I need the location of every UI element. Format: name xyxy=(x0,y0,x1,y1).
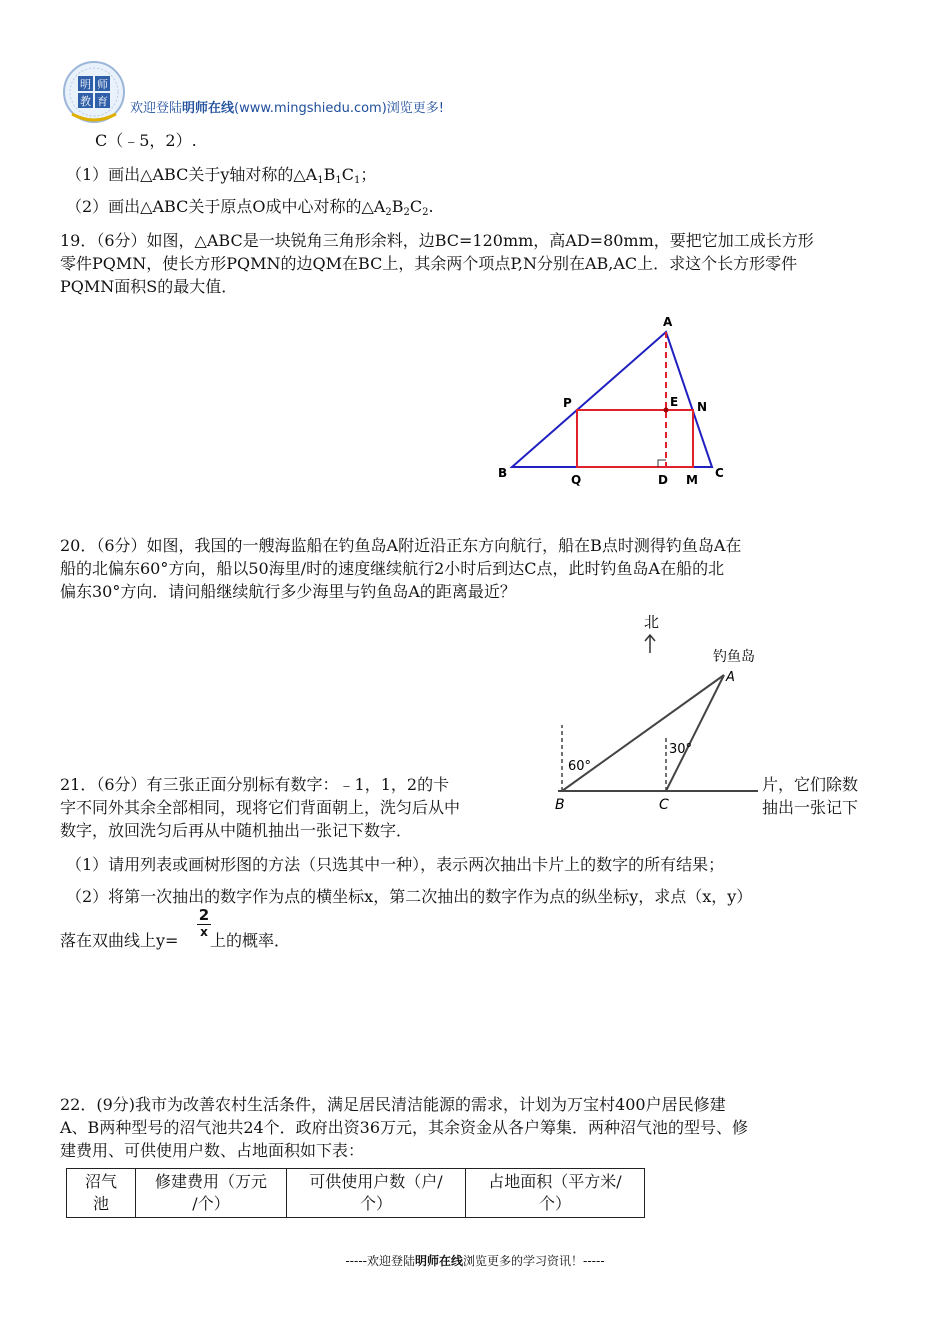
fraction-denominator: x xyxy=(200,925,208,939)
q22-line2: A、B两种型号的沼气池共24个．政府出资36万元，其余资金从各户筹集．两种沼气池的型号、修 xyxy=(60,1118,749,1137)
q21-line3: 数字，放回洗匀后再从中随机抽出一张记下数字． xyxy=(60,821,413,840)
page-footer xyxy=(0,1252,950,1269)
q21-item2: （2）将第一次抽出的数字作为点的横坐标x，第二次抽出的数字作为点的纵坐标y，求点（x，y） xyxy=(66,887,753,906)
q21-item3-suffix: 上的概率． xyxy=(210,931,291,950)
label-b: B xyxy=(498,466,508,480)
footer-after: 浏览更多的学习资讯！----- xyxy=(463,1254,605,1268)
label-c: C xyxy=(659,797,669,813)
table-header-cell xyxy=(287,1169,466,1218)
line-ca xyxy=(666,675,724,791)
rectangle-pqmn xyxy=(577,410,693,467)
q18-item1-text: ； xyxy=(360,165,377,184)
angle-60-label: 60° xyxy=(568,759,592,774)
q22-line3: 建费用、可供使用户数、占地面积如下表： xyxy=(60,1141,365,1160)
mingshi-logo xyxy=(62,60,126,124)
table-header-cell xyxy=(67,1169,136,1218)
header-banner xyxy=(130,97,444,116)
q19-line2: 零件PQMN，使长方形PQMN的边QM在BC上，其余两个项点P,N分别在AB,AC上．求这个长方形零件 xyxy=(60,254,798,273)
label-e: E xyxy=(670,395,679,409)
q21-line2a: 字不同外其余全部相同，现将它们背面朝上，洗匀后从中 xyxy=(60,798,461,817)
q18-item1-text: B xyxy=(323,165,336,184)
logo-char: 教 xyxy=(80,95,91,108)
label-b: B xyxy=(555,797,565,813)
label-a: A xyxy=(663,315,673,329)
q20-line2: 船的北偏东60°方向，船以50海里/时的速度继续航行2小时后到达C点，此时钓鱼岛A在船的北 xyxy=(60,559,725,578)
q18-item1-text: （1）画出△ABC关于y轴对称的△A xyxy=(66,165,318,184)
header-line: 池 xyxy=(92,1194,109,1213)
q21-line1b: 片，它们除数 xyxy=(762,775,859,794)
q21-line1a: 21．（6分）有三张正面分别标有数字：﹣1，1，2的卡 xyxy=(60,775,450,794)
subscript: 1 xyxy=(335,175,342,186)
label-d: D xyxy=(658,473,668,487)
north-label: 北 xyxy=(644,613,660,631)
biogas-table xyxy=(66,1168,645,1218)
label-m: M xyxy=(686,473,698,487)
label-n: N xyxy=(697,400,708,414)
label-a: A xyxy=(726,670,735,685)
subscript: 1 xyxy=(354,175,361,186)
header-line: 个） xyxy=(538,1194,571,1213)
header-line: /个） xyxy=(192,1194,230,1213)
q20-line1: 20．（6分）如图，我国的一艘海监船在钓鱼岛A附近沿正东方向航行，船在B点时测得钓鱼岛A在 xyxy=(60,536,742,555)
q18-item2 xyxy=(66,196,434,224)
subscript: 2 xyxy=(422,207,429,218)
q18-item1 xyxy=(66,164,376,192)
logo-char: 师 xyxy=(97,78,108,91)
table-header-cell xyxy=(466,1169,645,1218)
q18-item2-text: . xyxy=(428,197,434,216)
header-text-before: 欢迎登陆 xyxy=(130,101,183,116)
island-label: 钓鱼岛 xyxy=(713,649,755,665)
angle-30-label: 30° xyxy=(669,742,693,757)
label-c: C xyxy=(715,466,724,480)
point-e xyxy=(664,408,669,413)
header-line: 可供使用户数（户/ xyxy=(309,1172,443,1191)
table-header-cell xyxy=(136,1169,287,1218)
footer-before: -----欢迎登陆 xyxy=(345,1254,415,1268)
q18-item2-text: C xyxy=(409,197,423,216)
subscript: 2 xyxy=(403,207,410,218)
subscript: 2 xyxy=(385,207,392,218)
header-line: 占地面积（平方米/ xyxy=(488,1172,622,1191)
footer-brand: 明师在线 xyxy=(414,1254,463,1268)
q20-navigation-figure xyxy=(548,605,768,820)
q19-line1: 19．（6分）如图，△ABC是一块锐角三角形余料，边BC=120mm，高AD=80mm，要把它加工成长方形 xyxy=(60,231,814,250)
q18-line0: C（﹣5，2）. xyxy=(95,131,197,150)
right-angle-mark xyxy=(658,460,666,467)
q18-item2-text: （2）画出△ABC关于原点O成中心对称的△A xyxy=(66,197,386,216)
q19-triangle-figure xyxy=(490,310,740,495)
q20-line3: 偏东30°方向．请问船继续航行多少海里与钓鱼岛A的距离最近？ xyxy=(60,582,516,601)
label-q: Q xyxy=(571,473,582,487)
table-row xyxy=(67,1169,645,1218)
logo-char: 育 xyxy=(97,95,108,108)
logo-char: 明 xyxy=(80,78,91,91)
header-line: 修建费用（万元 xyxy=(154,1172,267,1191)
q19-line3: PQMN面积S的最大值． xyxy=(60,277,238,296)
q21-line2b: 抽出一张记下 xyxy=(762,798,859,817)
header-line: 沼气 xyxy=(84,1172,117,1191)
q21-item3-prefix: 落在双曲线上y= xyxy=(60,931,179,950)
fraction-numerator: 2 xyxy=(198,906,210,924)
q18-item1-text: C xyxy=(341,165,355,184)
header-line: 个） xyxy=(359,1194,392,1213)
header-brand: 明师在线 xyxy=(182,101,235,116)
header-text-after: (www.mingshiedu.com)浏览更多! xyxy=(234,101,444,116)
label-p: P xyxy=(563,396,572,410)
subscript: 1 xyxy=(317,175,324,186)
north-arrow-icon xyxy=(645,635,655,653)
triangle-abc xyxy=(512,332,712,467)
q21-item1: （1）请用列表或画树形图的方法（只选其中一种），表示两次抽出卡片上的数字的所有结果； xyxy=(66,855,725,874)
q18-item2-text: B xyxy=(391,197,404,216)
q22-line1: 22．(9分)我市为改善农村生活条件，满足居民清洁能源的需求，计划为万宝村400户居民修建 xyxy=(60,1095,726,1114)
